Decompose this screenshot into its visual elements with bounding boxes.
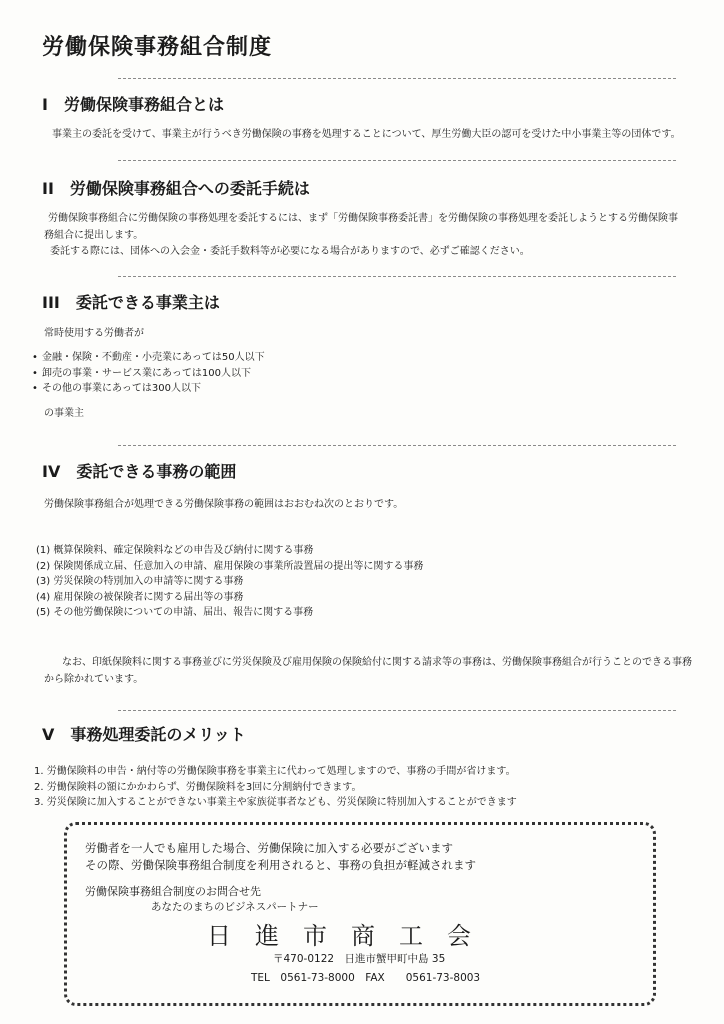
list-item: • 卸売の事業・サービス業にあっては100人以下	[32, 367, 251, 379]
section-3-outro: の事業主	[44, 408, 84, 419]
section-2-text: 委託する際には、団体への入会金・委託手数料等が必要になる場合がありますので、必ずご確認ください。	[50, 246, 530, 257]
list-item: • 金融・保険・不動産・小売業にあっては50人以下	[32, 352, 265, 363]
contact-box	[64, 822, 656, 1006]
section-divider	[118, 78, 676, 79]
list-item: 3. 労災保険に加入することができない事業主や家族従事者なども、労災保険に特別加入することができます	[34, 797, 517, 808]
address: 〒470-0122 日進市蟹甲町中島 35	[273, 953, 446, 965]
notice-line: 労働者を一人でも雇用した場合、労働保険に加入する必要がございます	[85, 841, 453, 855]
section-2-text: 労働保険事務組合に労働保険の事務処理を委託するには、まず「労働保険事務委託書」を労働保険の事務処理を委託しようとする労働保険事務組合に提出します。	[44, 213, 678, 241]
section-3-heading	[42, 290, 220, 313]
section-number: III	[42, 293, 60, 312]
list-item: (1) 概算保険料、確定保険料などの申告及び納付に関する事務	[36, 545, 314, 556]
contact-label: 労働保険事務組合制度のお問合せ先	[85, 885, 261, 898]
section-1-heading	[42, 92, 224, 115]
section-divider	[118, 276, 676, 277]
section-number: I	[42, 95, 48, 114]
section-2-heading	[42, 176, 310, 199]
organization-name: 日進市商工会	[207, 922, 495, 950]
section-1-text: 事業主の委託を受けて、事業主が行うべき労働保険の事務を処理することについて、厚生労働大臣の認可を受けた中小事業主等の団体です。	[52, 129, 681, 140]
section-number: II	[42, 179, 54, 198]
list-item: • その他の事業にあっては300人以下	[32, 383, 201, 394]
scope-list	[36, 543, 423, 621]
list-item: (2) 保険関係成立届、任意加入の申請、雇用保険の事業所設置届の提出等に関する事務	[36, 560, 424, 572]
eligibility-list	[32, 350, 265, 397]
merit-list	[34, 764, 517, 811]
section-title: 委託できる事務の範囲	[76, 462, 237, 481]
phone-fax: TEL 0561-73-8000 FAX 0561-73-8003	[251, 972, 481, 984]
section-4-note: なお、印紙保険料に関する事務並びに労災保険及び雇用保険の保険給付に関する請求等の事務は、労働保険事務組合が行うことのできる事務から除かれています。	[44, 657, 692, 685]
section-title: 労働保険事務組合への委託手続は	[69, 179, 310, 198]
section-3-intro: 常時使用する労働者が	[44, 328, 144, 339]
section-title: 委託できる事業主は	[75, 293, 220, 312]
section-5-heading	[42, 722, 246, 745]
section-title: 労働保険事務組合とは	[63, 95, 224, 114]
section-title: 事務処理委託のメリット	[70, 725, 246, 744]
list-item: 2. 労働保険料の額にかかわらず、労働保険料を3回に分割納付できます。	[34, 781, 362, 793]
notice-line: その際、労働保険事務組合制度を利用されると、事務の負担が軽減されます	[85, 858, 476, 872]
list-item: (5) その他労働保険についての申請、届出、報告に関する事務	[36, 607, 314, 618]
section-number: IV	[42, 462, 61, 481]
tagline: あなたのまちのビジネスパートナー	[151, 901, 319, 913]
list-item: (4) 雇用保険の被保険者に関する届出等の事務	[36, 591, 244, 603]
section-divider	[118, 445, 676, 446]
list-item: (3) 労災保険の特別加入の申請等に関する事務	[36, 576, 244, 587]
section-number: V	[42, 725, 55, 744]
page-title: 労働保険事務組合制度	[42, 35, 273, 60]
section-4-intro: 労働保険事務組合が処理できる労働保険事務の範囲はおおむね次のとおりです。	[44, 499, 404, 510]
section-4-heading	[42, 459, 236, 482]
section-divider	[118, 160, 676, 161]
list-item: 1. 労働保険料の申告・納付等の労働保険事務を事業主に代わって処理しますので、事務の手間が省けます。	[34, 766, 516, 777]
section-divider	[118, 710, 676, 711]
